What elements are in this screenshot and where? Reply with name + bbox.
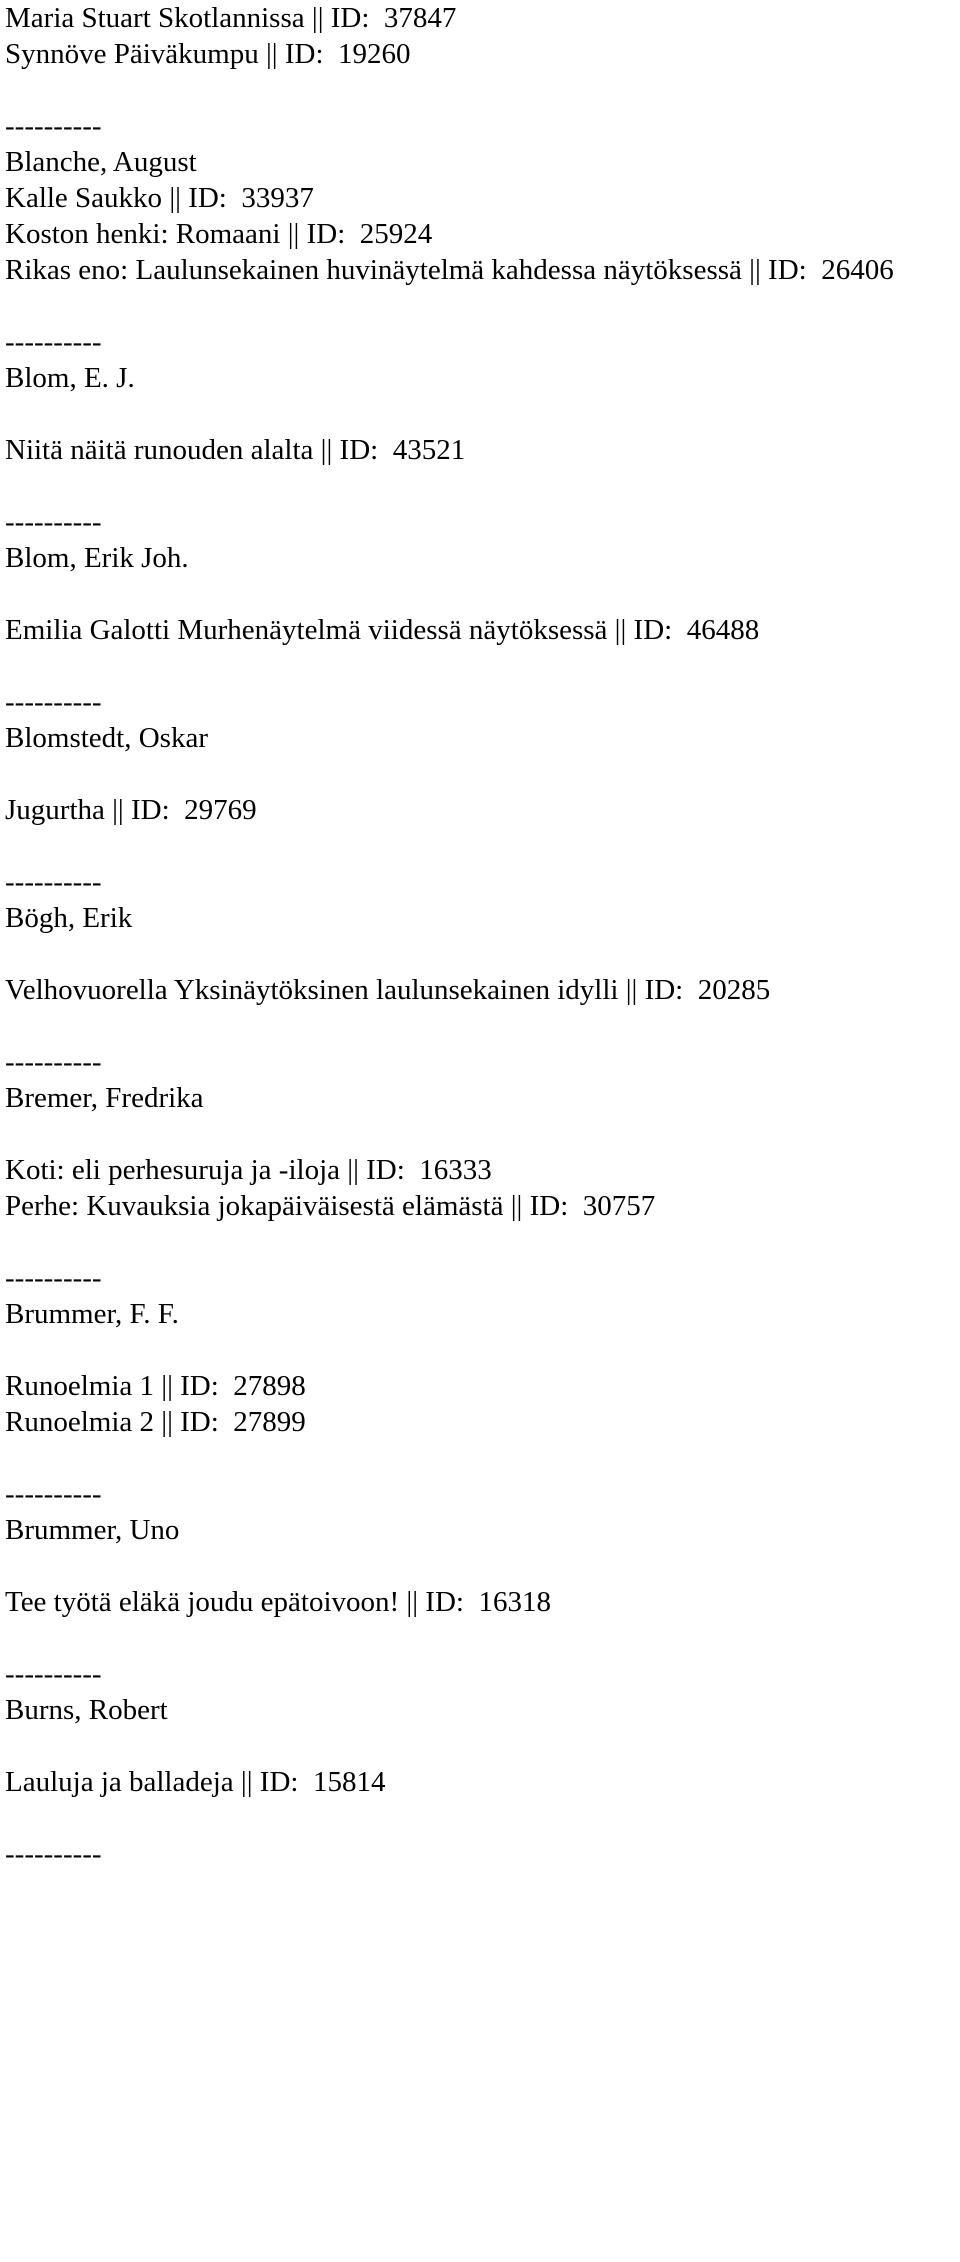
work-title: Runoelmia 1: [5, 1370, 155, 1402]
author-name: Brummer, Uno: [5, 1514, 180, 1546]
work-id: ID: 46488: [633, 614, 760, 646]
blank-line: [5, 936, 960, 972]
blank-line: [5, 1116, 960, 1152]
work-id: ID: 19260: [284, 38, 411, 70]
id-separator: ||: [313, 434, 340, 466]
separator-line: ----------: [5, 326, 102, 358]
work-title: Koston henki: Romaani: [5, 218, 281, 250]
blank-line: [5, 288, 960, 324]
work-title: Lauluja ja balladeja: [5, 1766, 234, 1798]
work-title: Synnöve Päiväkumpu: [5, 38, 259, 70]
work-id: ID: 16333: [366, 1154, 492, 1186]
separator-line: ----------: [5, 1046, 102, 1078]
id-separator: ||: [154, 1370, 181, 1402]
separator-line: ----------: [5, 1478, 102, 1510]
author-name: Bögh, Erik: [5, 902, 133, 934]
id-separator: ||: [618, 974, 645, 1006]
author-name: Burns, Robert: [5, 1694, 168, 1726]
work-entry: [5, 252, 960, 288]
blank-line: [5, 576, 960, 612]
separator-line: ----------: [5, 1658, 102, 1690]
blank-line: [5, 1224, 960, 1260]
work-title: Koti: eli perhesuruja ja -iloja: [5, 1154, 341, 1186]
author-name: Bremer, Fredrika: [5, 1082, 204, 1114]
work-id: ID: 33937: [188, 182, 314, 214]
id-separator: ||: [154, 1406, 181, 1438]
work-id: ID: 37847: [330, 2, 457, 34]
work-id: ID: 43521: [339, 434, 466, 466]
work-id: ID: 27898: [180, 1370, 306, 1402]
work-title: Maria Stuart Skotlannissa: [5, 2, 305, 34]
work-entry: [5, 36, 960, 72]
id-separator: ||: [304, 2, 331, 34]
id-separator: ||: [340, 1154, 367, 1186]
work-title: Kalle Saukko: [5, 182, 163, 214]
work-entry: [5, 1188, 960, 1224]
work-id: ID: 29769: [131, 794, 257, 826]
work-entry: [5, 1152, 960, 1188]
blank-line: [5, 1332, 960, 1368]
blank-line: [5, 1440, 960, 1476]
separator-line: ----------: [5, 110, 102, 142]
author-name: Brummer, F. F.: [5, 1298, 179, 1330]
work-title: Rikas eno: Laulunsekainen huvinäytelmä kahdessa näytöksessä: [5, 254, 742, 286]
blank-line: [5, 828, 960, 864]
author-name: Blom, Erik Joh.: [5, 542, 189, 574]
work-entry: [5, 1368, 960, 1404]
separator-line: ----------: [5, 1262, 102, 1294]
work-title: Jugurtha: [5, 794, 105, 826]
work-entry: [5, 1404, 960, 1440]
work-entry: [5, 1764, 960, 1800]
separator-line: ----------: [5, 506, 102, 538]
blank-line: [5, 1620, 960, 1656]
author-name: Blanche, August: [5, 146, 197, 178]
work-id: ID: 20285: [644, 974, 771, 1006]
id-separator: ||: [607, 614, 634, 646]
work-entry: [5, 972, 960, 1008]
work-entry: [5, 432, 960, 468]
blank-line: [5, 1728, 960, 1764]
blank-line: [5, 468, 960, 504]
work-entry: [5, 792, 960, 828]
id-separator: ||: [503, 1190, 530, 1222]
work-title: Velhovuorella Yksinäytöksinen laulunsekainen idylli: [5, 974, 619, 1006]
blank-line: [5, 396, 960, 432]
work-title: Emilia Galotti Murhenäytelmä viidessä näytöksessä: [5, 614, 608, 646]
id-separator: ||: [399, 1586, 426, 1618]
work-entry: [5, 612, 960, 648]
id-separator: ||: [162, 182, 189, 214]
work-title: Niitä näitä runouden alalta: [5, 434, 314, 466]
blank-line: [5, 648, 960, 684]
id-separator: ||: [280, 218, 307, 250]
blank-line: [5, 756, 960, 792]
blank-line: [5, 1548, 960, 1584]
work-id: ID: 15814: [259, 1766, 386, 1798]
blank-line: [5, 72, 960, 108]
work-id: ID: 30757: [529, 1190, 656, 1222]
work-title: Tee työtä eläkä joudu epätoivoon!: [5, 1586, 400, 1618]
work-id: ID: 25924: [306, 218, 433, 250]
id-separator: ||: [233, 1766, 260, 1798]
author-name: Blom, E. J.: [5, 362, 135, 394]
work-id: ID: 26406: [768, 254, 894, 286]
author-name: Blomstedt, Oskar: [5, 722, 208, 754]
work-entry: [5, 180, 960, 216]
work-entry: [5, 0, 960, 36]
work-id: ID: 16318: [425, 1586, 551, 1618]
work-title: Perhe: Kuvauksia jokapäiväisestä elämästä: [5, 1190, 504, 1222]
id-separator: ||: [258, 38, 285, 70]
blank-line: [5, 1800, 960, 1836]
id-separator: ||: [104, 794, 131, 826]
separator-line: ----------: [5, 866, 102, 898]
work-entry: [5, 216, 960, 252]
id-separator: ||: [741, 254, 769, 286]
blank-line: [5, 1008, 960, 1044]
work-title: Runoelmia 2: [5, 1406, 155, 1438]
separator-line: ----------: [5, 686, 102, 718]
separator-line: ----------: [5, 1838, 102, 1870]
work-entry: [5, 1584, 960, 1620]
work-id: ID: 27899: [180, 1406, 306, 1438]
